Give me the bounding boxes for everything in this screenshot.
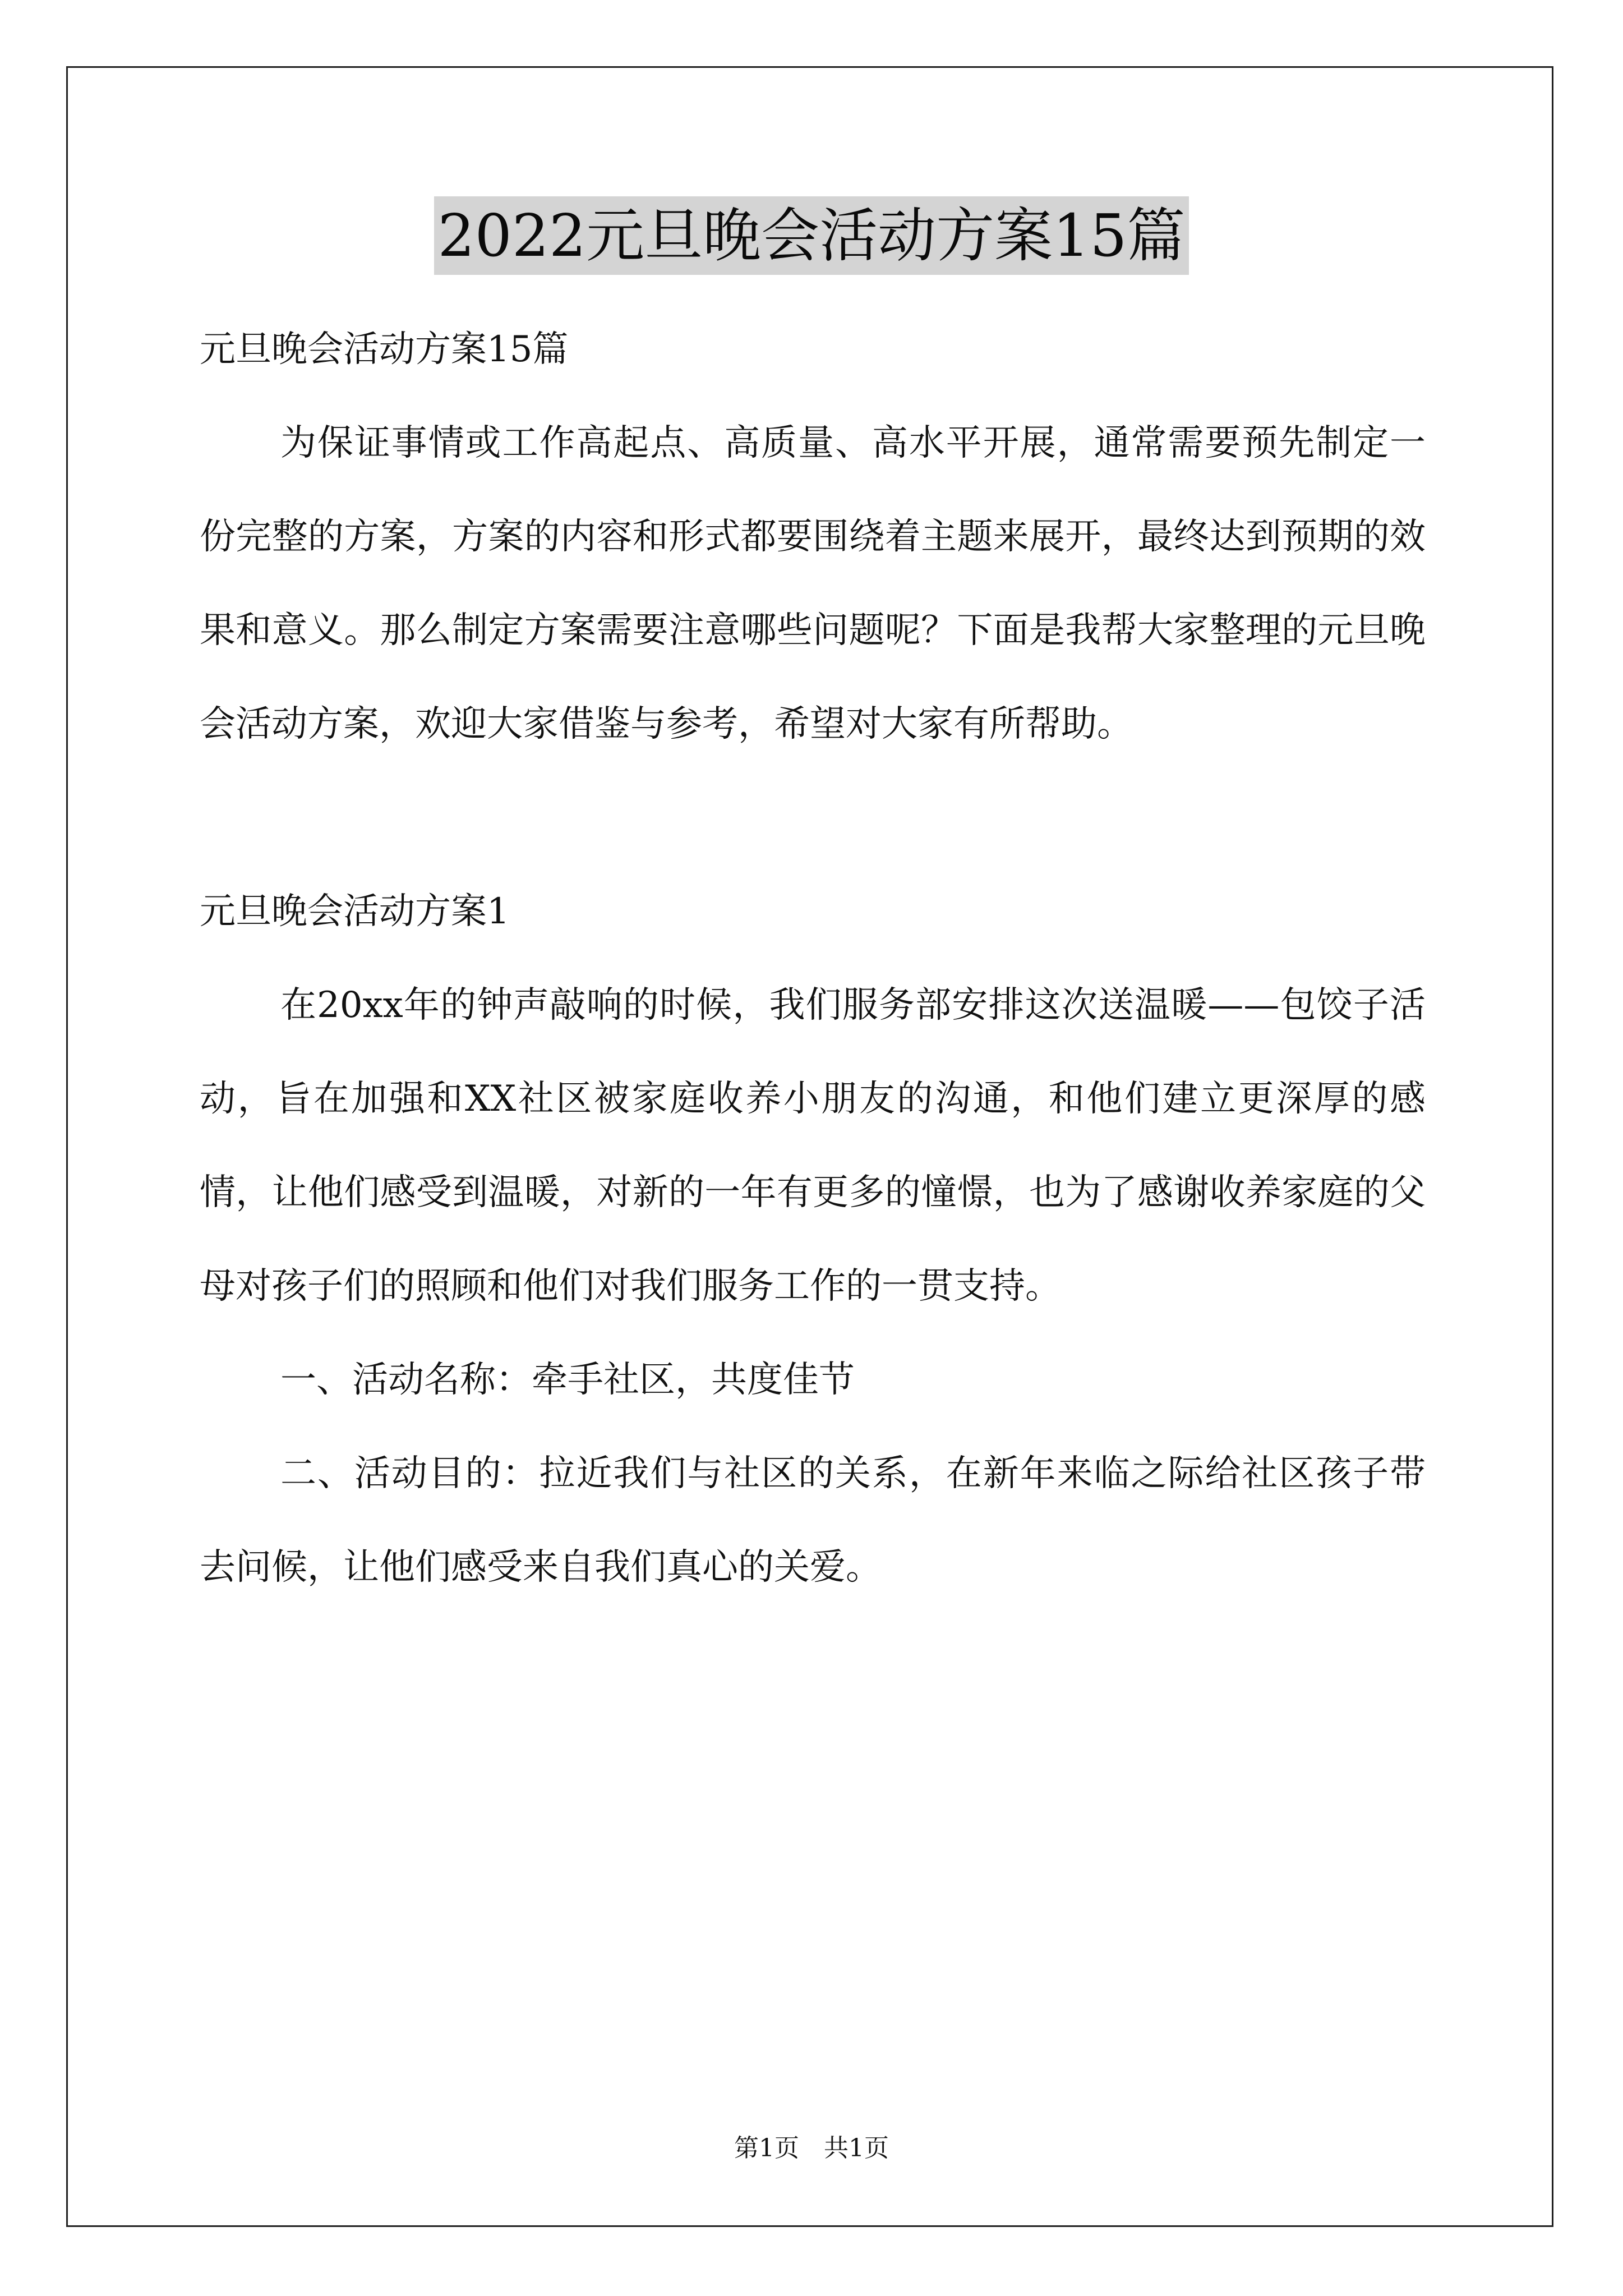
intro-paragraph: 为保证事情或工作高起点、高质量、高水平开展，通常需要预先制定一份完整的方案，方案的内容和形式都要围绕着主题来展开，最终达到预期的效果和意义。那么制定方案需要注意哪些问题呢？下面是我帮大家整理的元旦晚会活动方案，欢迎大家借鉴与参考，希望对大家有所帮助。 [200, 422, 1426, 745]
section-paragraph: 在20xx年的钟声敲响的时候，我们服务部安排这次送温暖——包饺子活动，旨在加强和XX社区被家庭收养小朋友的沟通，和他们建立更深厚的感情，让他们感受到温暖，对新的一年有更多的憧憬，也为了感谢收养家庭的父母对孩子们的照顾和他们对我们服务工作的一贯支持。 [200, 984, 1426, 1307]
activity-purpose-paragraph: 二、活动目的：拉近我们与社区的关系，在新年来临之际给社区孩子带去问候，让他们感受来自我们真心的关爱。 [200, 1453, 1426, 1588]
title-container [0, 196, 1623, 275]
document-body [200, 303, 1426, 1614]
page-number-total: 共1页 [824, 2134, 889, 2162]
section-heading: 元旦晚会活动方案1 [200, 891, 510, 932]
document-title: 2022元旦晚会活动方案15篇 [434, 196, 1188, 275]
activity-name-paragraph: 一、活动名称：牵手社区，共度佳节 [280, 1359, 855, 1401]
paragraph-spacer [200, 771, 1426, 865]
page-footer [0, 2132, 1623, 2165]
page-number-current: 第1页 [734, 2134, 799, 2162]
subtitle-paragraph: 元旦晚会活动方案15篇 [200, 329, 569, 370]
